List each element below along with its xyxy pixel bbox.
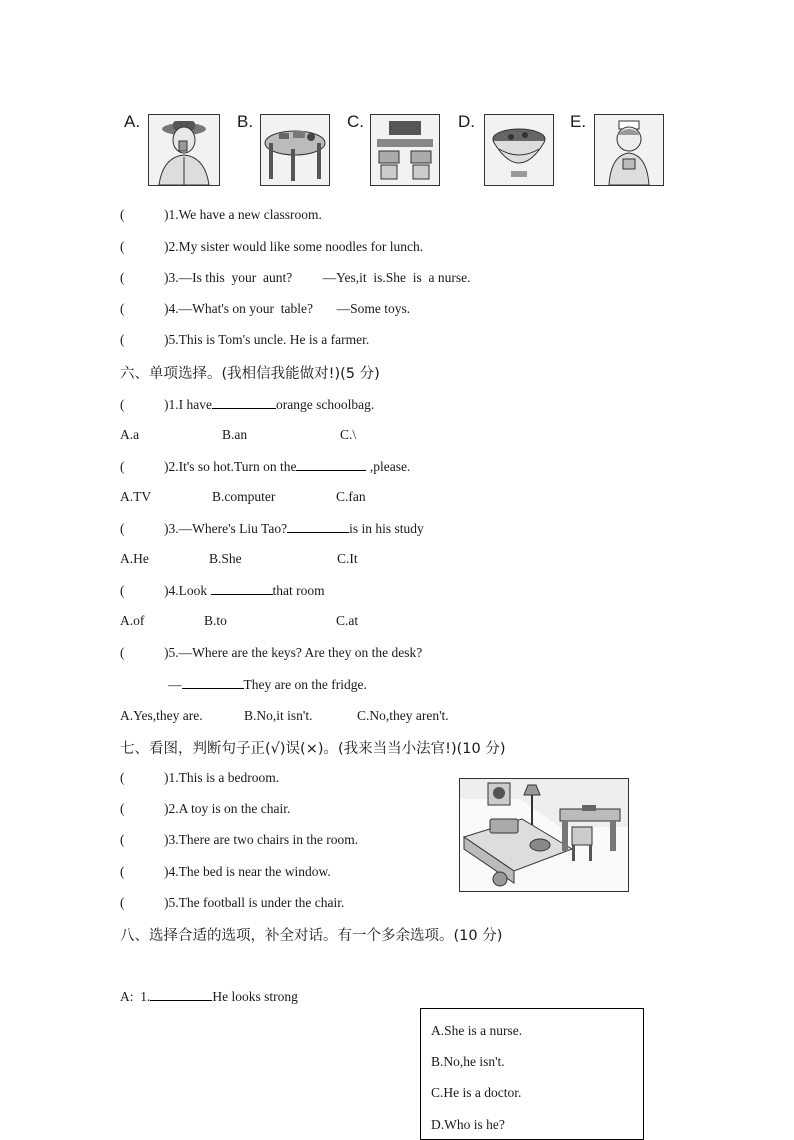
s7-item-1 [120,768,279,788]
noodles-picture [484,114,554,186]
item-text: )2.A toy is on the chair. [164,801,291,816]
option-a[interactable]: A.TV [120,489,152,504]
question-text: )2.It's so hot.Turn on the [164,459,297,474]
item-text: )5.This is Tom's uncle. He is a farmer. [164,332,370,347]
s7-item-5 [120,893,344,913]
option-c[interactable]: C.\ [340,427,357,442]
option-a[interactable]: A.of [120,613,145,628]
option-a[interactable]: A.Yes,they are. [120,708,203,723]
s6-q1-options [120,425,356,445]
s6-q3 [120,518,424,538]
answer-paren[interactable]: ( [120,332,125,347]
item-text: )1.We have a new classroom. [164,207,322,222]
picture-label-e: E. [570,112,587,131]
answer-paren[interactable]: ( [120,521,125,536]
table-picture [260,114,330,186]
item-text: )1.This is a bedroom. [164,770,280,785]
option-c[interactable]: C.at [336,613,359,628]
answer-paren[interactable]: ( [120,864,125,879]
s6-q5-answer-line [168,674,367,694]
answer-paren[interactable]: ( [120,207,125,222]
s7-item-3 [120,830,358,850]
item-text: )3.—Is this your aunt? —Yes,it is.She is a nurse. [164,270,471,285]
nurse-picture [594,114,664,186]
s6-q4-options [120,611,358,631]
answer-paren[interactable]: ( [120,397,125,412]
answer-blank[interactable] [296,456,366,471]
s7-item-4 [120,862,331,882]
s5-item-1 [120,205,322,225]
dialogue-text: He looks strong [212,989,298,1004]
man-drinking-picture [148,114,220,186]
answer-paren[interactable]: ( [120,270,125,285]
speaker-label: A: 1. [120,989,151,1004]
option-c[interactable]: C.It [337,551,358,566]
answer-paren[interactable]: ( [120,459,125,474]
s6-q5-options [120,706,449,726]
question-text: ,please. [366,459,411,474]
section-8-heading: 八、选择合适的选项，补全对话。有一个多余选项。(10 分) [120,928,503,944]
item-text: )4.—What's on your table? —Some toys. [164,301,411,316]
s6-q1 [120,394,374,414]
answer-blank[interactable] [150,986,212,1001]
question-text: )4.Look [164,583,211,598]
picture-label-a: A. [124,112,141,131]
answer-paren[interactable]: ( [120,645,125,660]
answer-blank[interactable] [211,580,273,595]
s7-item-2 [120,799,290,819]
answer-blank[interactable] [287,518,349,533]
box-option-c: C.He is a doctor. [431,1085,522,1100]
s6-q2-options [120,487,366,507]
item-text: )5.The football is under the chair. [164,895,345,910]
question-text: is in his study [349,521,424,536]
item-text: )2.My sister would like some noodles for lunch. [164,239,424,254]
question-text: orange schoolbag. [275,397,375,412]
options-box [420,1008,644,1140]
box-option-d: D.Who is he? [431,1117,505,1132]
item-text: )4.The bed is near the window. [164,864,331,879]
classroom-picture [370,114,440,186]
section-7-heading: 七、看图，判断句子正(√)误(×)。(我来当当小法官!)(10 分) [120,741,506,757]
question-text: )5.—Where are the keys? Are they on the desk? [164,645,423,660]
option-b[interactable]: B.an [222,427,248,442]
option-a[interactable]: A.He [120,551,149,566]
option-b[interactable]: B.No,it isn't. [244,708,313,723]
option-b[interactable]: B.to [204,613,227,628]
s5-item-3 [120,268,471,288]
answer-paren[interactable]: ( [120,832,125,847]
dialogue-line-1 [120,986,298,1006]
answer-blank[interactable] [212,394,276,409]
bedroom-picture [459,778,629,892]
question-text: They are on the fridge. [243,677,367,692]
picture-label-d: D. [458,112,475,131]
question-text: that room [272,583,325,598]
option-b[interactable]: B.computer [212,489,276,504]
answer-paren[interactable]: ( [120,301,125,316]
option-b[interactable]: B.She [209,551,242,566]
answer-paren[interactable]: ( [120,239,125,254]
item-text: )3.There are two chairs in the room. [164,832,359,847]
dash: — [168,677,182,692]
s6-q5 [120,643,422,663]
option-c[interactable]: C.No,they aren't. [357,708,449,723]
s5-item-2 [120,237,423,257]
answer-paren[interactable]: ( [120,895,125,910]
picture-label-c: C. [347,112,364,131]
question-text: )1.I have [164,397,212,412]
s6-q2 [120,456,410,476]
answer-blank[interactable] [182,674,244,689]
box-option-b: B.No,he isn't. [431,1054,505,1069]
question-text: )3.—Where's Liu Tao? [164,521,288,536]
s5-item-4 [120,299,410,319]
s6-q4 [120,580,325,600]
s6-q3-options [120,549,358,569]
answer-paren[interactable]: ( [120,583,125,598]
s5-item-5 [120,330,369,350]
option-a[interactable]: A.a [120,427,140,442]
answer-paren[interactable]: ( [120,770,125,785]
option-c[interactable]: C.fan [336,489,366,504]
picture-label-b: B. [237,112,254,131]
box-option-a: A.She is a nurse. [431,1023,523,1038]
section-6-heading: 六、单项选择。(我相信我能做对!)(5 分) [120,366,380,382]
answer-paren[interactable]: ( [120,801,125,816]
